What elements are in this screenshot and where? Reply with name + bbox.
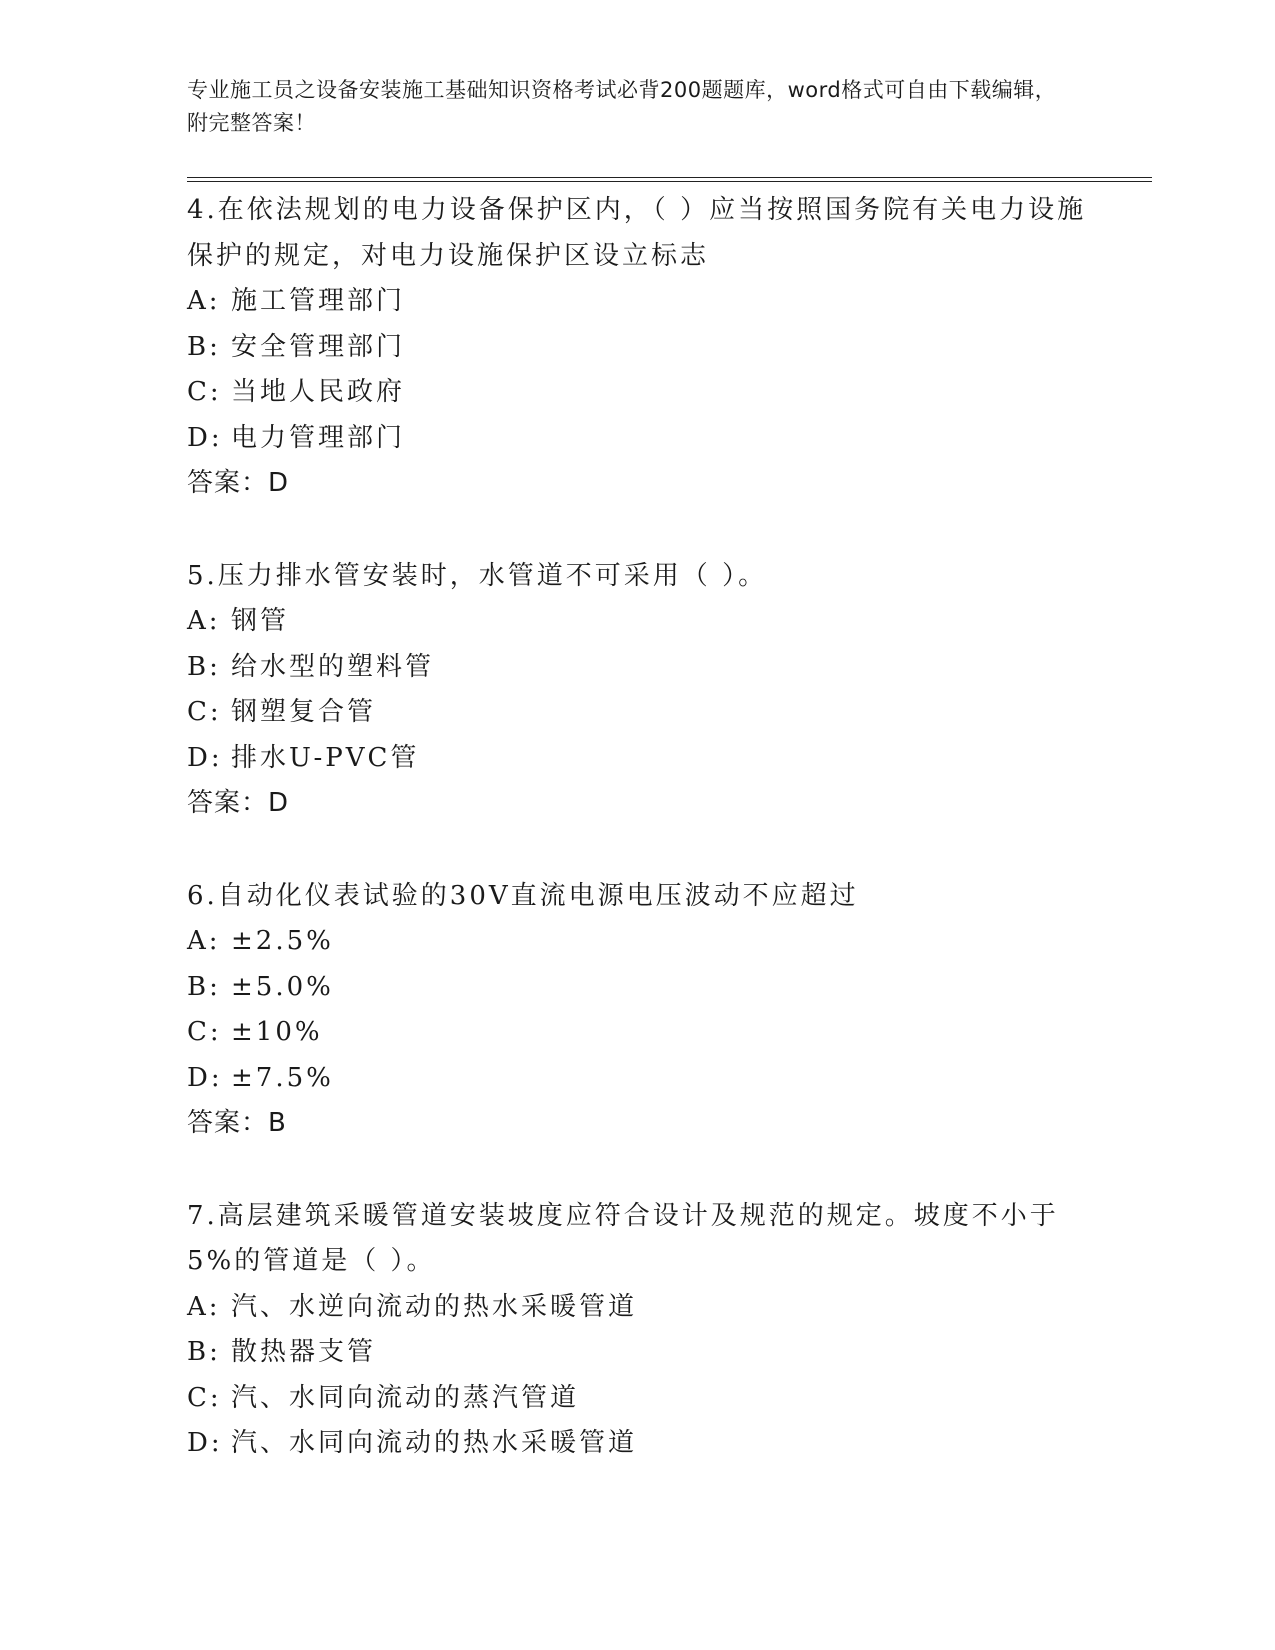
header-divider-thin	[187, 181, 1152, 182]
option-d	[187, 1421, 1087, 1467]
option-b	[187, 645, 1087, 691]
option-label: B:	[187, 971, 221, 1002]
option-label: C:	[187, 697, 222, 727]
question-text: 7.高层建筑采暖管道安装坡度应符合设计及规范的规定。坡度不小于5%的管道是（ ）。	[187, 1200, 1059, 1276]
answer-text: 答案：D	[187, 468, 290, 498]
question-5	[187, 554, 1087, 827]
answer-text: 答案：D	[187, 788, 290, 818]
option-label: D:	[187, 422, 223, 453]
question-6	[187, 874, 1087, 1147]
option-text: 排水U-PVC管	[231, 742, 420, 773]
option-text: ±2.5%	[231, 926, 334, 956]
option-label: B:	[187, 331, 221, 362]
option-a	[187, 919, 1087, 965]
option-text: 当地人民政府	[231, 377, 406, 407]
option-text: 汽、水同向流动的蒸汽管道	[231, 1382, 580, 1413]
option-c	[187, 1010, 1087, 1056]
document-header: 专业施工员之设备安装施工基础知识资格考试必背200题题库，word格式可自由下载编辑，附完整答案！	[187, 78, 1057, 135]
header-divider-thick	[187, 177, 1152, 178]
option-label: C:	[187, 377, 222, 407]
option-label: D:	[187, 1062, 223, 1093]
option-text: ±5.0%	[231, 971, 334, 1002]
option-text: 汽、水同向流动的热水采暖管道	[231, 1428, 638, 1458]
option-text: 给水型的塑料管	[231, 651, 435, 682]
option-label: D:	[187, 742, 223, 773]
option-c	[187, 1376, 1087, 1422]
option-label: A:	[187, 286, 221, 316]
option-b	[187, 1330, 1087, 1376]
option-label: A:	[187, 1291, 221, 1322]
option-label: A:	[187, 606, 221, 636]
question-text: 6.自动化仪表试验的30V直流电源电压波动不应超过	[187, 880, 859, 911]
question-list	[187, 188, 1087, 1514]
question-text: 4.在依法规划的电力设备保护区内，（ ）应当按照国务院有关电力设施保护的规定，对电力设施保护区设立标志	[187, 195, 1087, 271]
option-label: A:	[187, 926, 221, 956]
option-text: ±10%	[231, 1017, 323, 1047]
option-a	[187, 279, 1087, 325]
option-text: 钢管	[231, 606, 290, 636]
option-text: 散热器支管	[231, 1337, 377, 1367]
option-b	[187, 965, 1087, 1011]
option-label: B:	[187, 651, 221, 682]
option-a	[187, 599, 1087, 645]
question-text: 5.压力排水管安装时，水管道不可采用（ ）。	[187, 560, 768, 591]
option-label: D:	[187, 1428, 223, 1458]
option-d	[187, 416, 1087, 462]
option-a	[187, 1285, 1087, 1331]
option-label: C:	[187, 1382, 222, 1413]
option-c	[187, 690, 1087, 736]
option-text: 施工管理部门	[231, 286, 406, 316]
option-label: B:	[187, 1337, 221, 1367]
option-label: C:	[187, 1017, 222, 1047]
option-b	[187, 325, 1087, 371]
option-text: 电力管理部门	[231, 422, 406, 453]
option-text: 钢塑复合管	[231, 697, 377, 727]
option-text: ±7.5%	[231, 1062, 334, 1093]
answer-text: 答案：B	[187, 1108, 287, 1138]
option-d	[187, 736, 1087, 782]
question-7	[187, 1194, 1087, 1467]
question-4	[187, 188, 1087, 507]
option-text: 汽、水逆向流动的热水采暖管道	[231, 1291, 638, 1322]
option-d	[187, 1056, 1087, 1102]
option-text: 安全管理部门	[231, 331, 406, 362]
option-c	[187, 370, 1087, 416]
